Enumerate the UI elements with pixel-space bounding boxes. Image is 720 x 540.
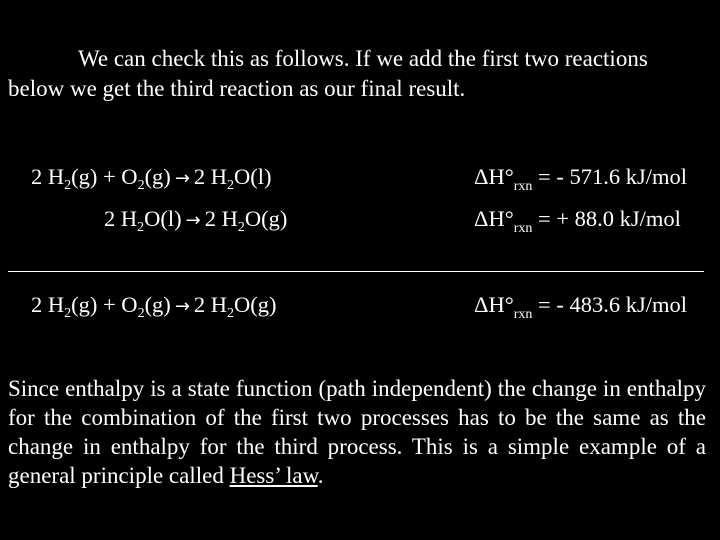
hess-law-link[interactable]: Hess’ law xyxy=(229,463,318,488)
product-state: O(g) xyxy=(244,206,288,231)
enthalpy-value: = - 483.6 kJ/mol xyxy=(532,292,687,317)
subscript: 2 xyxy=(64,306,72,321)
reaction-3-equation xyxy=(31,292,277,320)
enthalpy-value: = + 88.0 kJ/mol xyxy=(532,206,681,231)
reactant-state: O(l) xyxy=(144,206,182,231)
delta-h-symbol: ΔH° xyxy=(474,206,514,231)
subscript: 2 xyxy=(137,178,145,193)
rxn-subscript: rxn xyxy=(513,221,533,236)
reaction-arrow-icon: → xyxy=(185,210,201,231)
reactant-1: 2 H xyxy=(31,292,65,317)
reactant-1: 2 H xyxy=(31,164,65,189)
reaction-3-enthalpy xyxy=(474,292,687,322)
delta-h-symbol: ΔH° xyxy=(474,164,514,189)
product: 2 H xyxy=(193,164,228,189)
reaction-2-equation xyxy=(104,206,287,234)
conclusion-period: . xyxy=(317,463,324,488)
enthalpy-value: = - 571.6 kJ/mol xyxy=(532,164,687,189)
product: 2 H xyxy=(193,292,228,317)
rxn-subscript: rxn xyxy=(513,307,533,322)
reaction-arrow-icon: → xyxy=(174,296,190,317)
product: 2 H xyxy=(204,206,238,231)
subscript: 2 xyxy=(227,178,235,193)
subscript: 2 xyxy=(237,220,245,235)
subscript: 2 xyxy=(227,306,235,321)
reactant-state: (g) xyxy=(144,164,171,189)
intro-paragraph xyxy=(8,44,708,104)
product-state: O(g) xyxy=(234,292,277,317)
intro-text: We can check this as follows. If we add the first two reactions below we get the third reaction as our final result. xyxy=(8,46,648,101)
reaction-arrow-icon: → xyxy=(174,168,190,189)
subscript: 2 xyxy=(137,220,145,235)
product-state: O(l) xyxy=(234,164,272,189)
delta-h-symbol: ΔH° xyxy=(474,292,514,317)
reactant-1: 2 H xyxy=(104,206,138,231)
reaction-1-enthalpy xyxy=(474,164,687,194)
subscript: 2 xyxy=(137,306,145,321)
reactant-2: (g) + O xyxy=(71,292,138,317)
reaction-2-enthalpy xyxy=(474,206,681,236)
conclusion-paragraph xyxy=(8,374,706,490)
reaction-1-equation xyxy=(31,164,272,192)
subscript: 2 xyxy=(64,178,72,193)
rxn-subscript: rxn xyxy=(513,179,533,194)
reactant-state: (g) xyxy=(144,292,171,317)
sum-divider-line xyxy=(8,271,704,272)
conclusion-text: Since enthalpy is a state function (path independent) the change in enthalpy for the combination of the first two processes has to be the same as the change in enthalpy for the third process. This is a simple example of a general principle called xyxy=(8,376,706,488)
reactant-2: (g) + O xyxy=(71,164,138,189)
